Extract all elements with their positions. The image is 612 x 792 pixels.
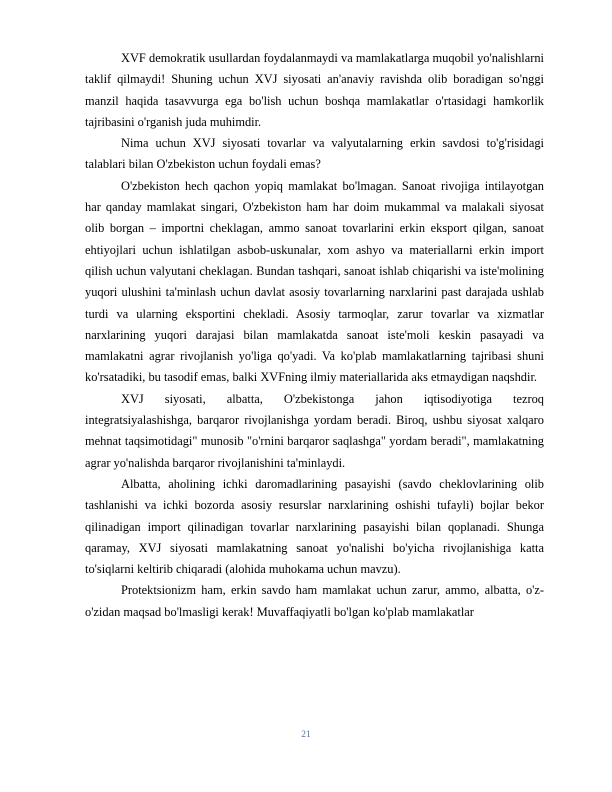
paragraph-4: XVJ siyosati, albatta, O'zbekistonga jahon iqtisodiyotiga tezroq integratsiyalashishga, barqaror rivojlanishga yordam beradi. Biroq, ushbu siyosat xalqaro mehnat taqsimotidagi" munosib "o'rnini barqaror saqlashga" yordam beradi", mamlakatning agrar yo'nalishda barqaror rivojlanishini ta'minlaydi. — [85, 391, 544, 470]
paragraph-6: Protektsionizm ham, erkin savdo ham mamlakat uchun zarur, ammo, albatta, o'z-o'zidan maqsad bo'lmasligi kerak! Muvaffaqiyatli bo'lgan ko'plab mamlakatlar — [85, 583, 544, 619]
page-number: 21 — [301, 730, 311, 740]
paragraph-2: Nima uchun XVJ siyosati tovarlar va valyutalarning erkin savdosi to'g'risidagi talablari bilan O'zbekiston uchun foydali emas? — [85, 136, 544, 172]
document-body — [85, 48, 544, 623]
paragraph-3: O'zbekiston hech qachon yopiq mamlakat bo'lmagan. Sanoat rivojiga intilayotgan har qanday mamlakat singari, O'zbekiston ham har doim mukammal va malakali siyosat olib borgan – importni cheklagan, ammo sanoat tovarlarini erkin eksport qilgan, sanoat ehtiyojlari uchun ishlatilgan asbob-uskunalar, xom ashyo va materiallarni erkin import qilish uchun valyutani cheklagan. Bundan tashqari, sanoat ishlab chiqarishi va iste'molining yuqori ulushini ta'minlash uchun davlat asosiy tovarlarning narxlarini past darajada ushlab turdi va ularning eksportini chekladi. Asosiy tarmoqlar, zarur tovarlar va xizmatlar narxlarining yuqori darajasi bilan mamlakatda sanoat iste'moli keskin pasayadi va mamlakatni agrar rivojlanish yo'liga qo'yadi. Va ko'plab mamlakatlarning tajribasi shuni ko'rsatadiki, bu tasodif emas, balki XVFning ilmiy materiallarida aks etmaydigan naqshdir. — [85, 178, 544, 385]
paragraph-1: XVF demokratik usullardan foydalanmaydi va mamlakatlarga muqobil yo'nalishlarni taklif qilmaydi! Shuning uchun XVJ siyosati an'anaviy ravishda olib boradigan so'nggi manzil haqida tasavvurga ega bo'lish uchun boshqa mamlakatlar o'rtasidagi hamkorlik tajribasini o'rganish juda muhimdir. — [85, 51, 544, 129]
paragraph-5: Albatta, aholining ichki daromadlarining pasayishi (savdo cheklovlarining olib tashlanishi va ichki bozorda asosiy resurslar narxlarining oshishi tufayli) bojlar bekor qilinadigan import qilinadigan tovarlar narxlarining pasayishi bilan qoplanadi. Shunga qaramay, XVJ siyosati mamlakatning sanoat yo'nalishi bo'yicha rivojlanishiga katta to'siqlarni keltirib chiqaradi (alohida muhokama uchun mavzu). — [85, 476, 544, 577]
